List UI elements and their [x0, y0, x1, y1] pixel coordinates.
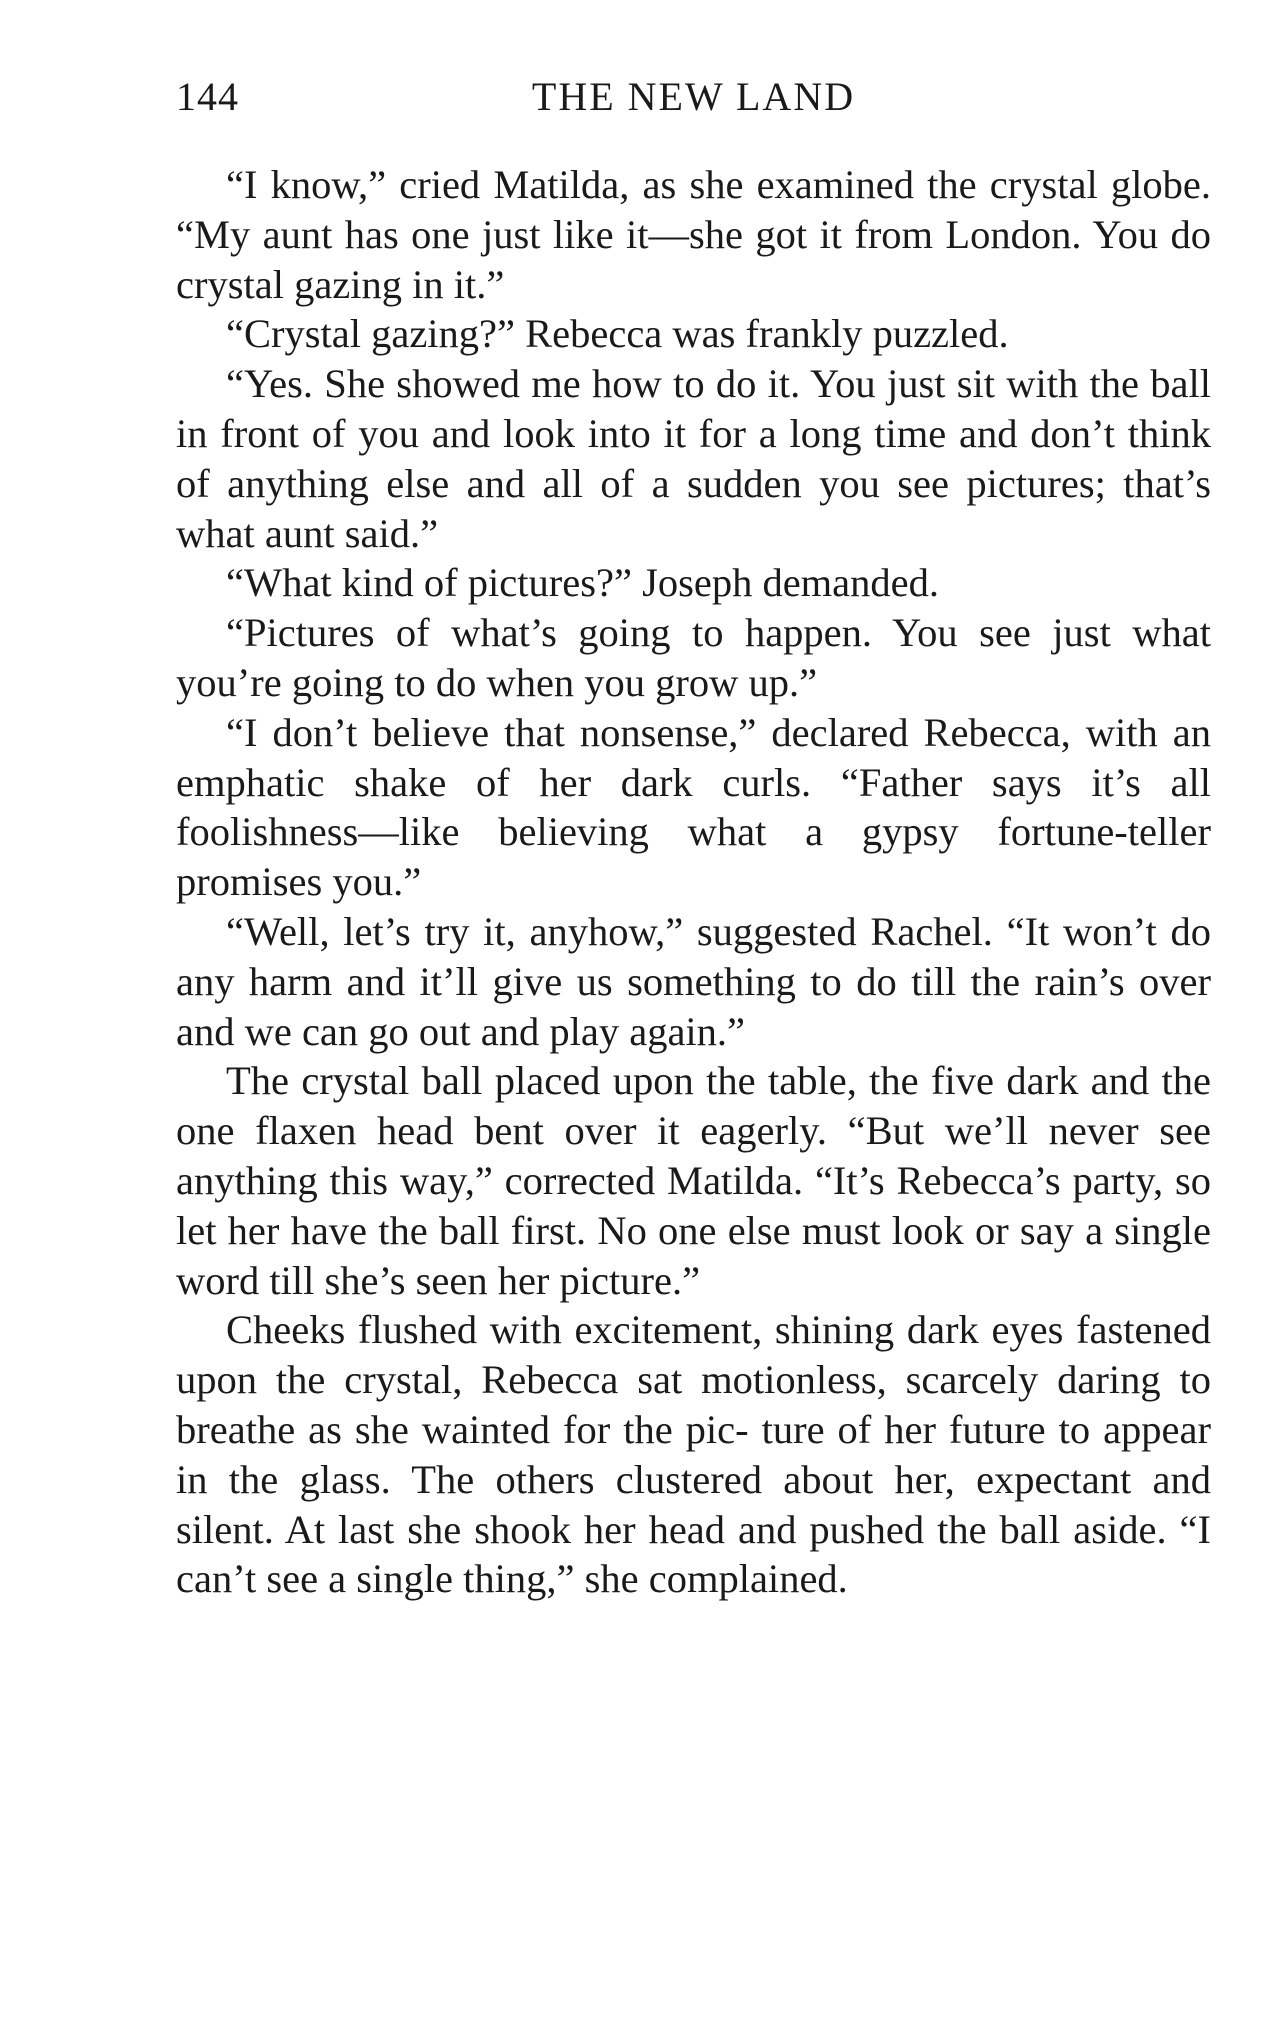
page-number: 144 — [176, 74, 239, 119]
running-head — [176, 72, 1211, 122]
running-title: THE NEW LAND — [531, 74, 856, 119]
paragraph: “What kind of pictures?” Joseph demanded. — [226, 560, 940, 606]
paragraph: “Crystal gazing?” Rebecca was frankly puzzled. — [226, 311, 1009, 357]
paragraph: Cheeks flushed with excitement, shining dark eyes fastened upon the crystal, Rebecca sat motionless, scarcely daring to breathe as she wainted for the pic- ture of her future to appear in the glass. The others clustered about her, expectant and silent. At last she shook her head and pushed the ball aside. “I can’t see a single thing,” she complained. — [176, 1307, 1211, 1602]
paragraph: “I know,” cried Matilda, as she examined the crystal globe. “My aunt has one just like it—she got it from London. You do crystal gazing in it.” — [176, 162, 1211, 307]
paragraph: “Pictures of what’s going to happen. You see just what you’re going to do when you grow up.” — [176, 610, 1211, 705]
body-text — [176, 160, 1211, 1604]
paragraph: The crystal ball placed upon the table, the five dark and the one flaxen head bent over it eagerly. “But we’ll never see anything this way,” corrected Matilda. “It’s Rebecca’s party, so let her have the ball first. No one else must look or say a single word till she’s seen her picture.” — [176, 1058, 1211, 1303]
paragraph: “Well, let’s try it, anyhow,” suggested Rachel. “It won’t do any harm and it’ll give us something to do till the rain’s over and we can go out and play again.” — [176, 908, 1211, 1054]
paragraph: “Yes. She showed me how to do it. You just sit with the ball in front of you and look into it for a long time and don’t think of anything else and all of a sudden you see pictures; that’s what aunt said.” — [176, 361, 1211, 556]
paragraph: “I don’t believe that nonsense,” declared Rebecca, with an emphatic shake of her dark curls. “Father says it’s all foolishness—like believing what a gypsy fortune-teller promises you.” — [176, 709, 1211, 905]
